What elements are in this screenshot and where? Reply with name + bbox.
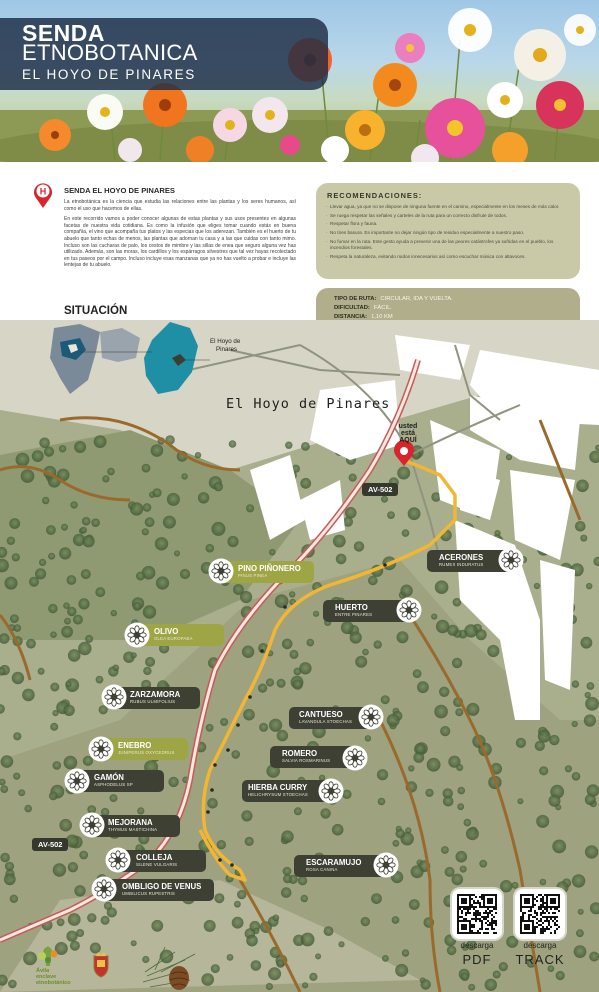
stop-ombligo-de-venus[interactable]: OMBLIGO DE VENUS UMBILICUS RUPESTRIS — [96, 879, 214, 901]
svg-text:H: H — [39, 186, 47, 197]
download-label: descarga — [460, 941, 494, 950]
svg-text:El Hoyo de: El Hoyo de — [210, 338, 240, 345]
flower-icon — [358, 704, 384, 730]
road-label: AV-502 — [32, 838, 68, 851]
stop-enebro[interactable]: ENEBRO JUNIPERUS OXYCEDRUS — [96, 738, 188, 760]
trail-marker-icon — [33, 181, 53, 209]
flower-icon — [88, 736, 114, 762]
page-title-second-line: ETNOBOTANICA — [22, 40, 198, 65]
download-pdf-label[interactable]: PDF — [462, 952, 492, 967]
stop-mejorana[interactable]: MEJORANA THYMUS MASTICHINA — [88, 815, 180, 837]
hero-banner — [0, 0, 599, 162]
description-paragraph: La etnobotánica es la ciencia que estudia las relaciones entre las plantas y los seres humanos, así como el uso que hacemos de ellas. — [64, 199, 296, 212]
stop-colleja[interactable]: COLLEJA SILENE VULGARIS — [112, 850, 206, 872]
flower-icon — [79, 812, 105, 838]
description-paragraph: En este recorrido vamos a poder conocer algunas de estas plantas y sus usos presentes en algunas facetas de nuestra vida cotidiana. Es como la infusión que eliges tomar cuando estás en buena compañía, el vino que acompaña tus platos y las especias que los aderezan. También es el huerto de tu abuelo que tanto echas de menos, las plantas que adornan tu casa y a las que cuidas con tanto mimo. Incluso son las cucharas de palo, los cestos de mimbre y las sillas de enea que seguro alguna vez has utilizado. Además, son las moras, los cardillos y los espárragos silvestres que tal vez hayas recolectado en tus paseos por el campo. Incluso incluye esas manzanas que ya no has vuelto a probar e incluye las lentejas de tu abuelo. — [64, 216, 296, 269]
recommendations-title: RECOMENDACIONES: — [327, 191, 423, 200]
qr-pattern-icon — [520, 894, 560, 934]
you-are-here-label: usted está AQUÍ — [398, 423, 418, 444]
stop-pino-pinonero[interactable]: PINO PIÑONERO PINUS PINEA — [218, 561, 314, 583]
road-label: AV-502 — [362, 483, 398, 496]
trail-map[interactable] — [0, 320, 599, 992]
recommendations-panel — [316, 183, 580, 279]
stop-cantueso[interactable]: CANTUESO LAVANDULA STOECHAS — [289, 707, 377, 729]
flower-icon — [91, 876, 117, 902]
avila-logo-text: Ávila enclave etnobotánico — [36, 968, 71, 986]
trail-heading: SENDA EL HOYO DE PINARES — [64, 186, 175, 195]
pine-cone-icon — [135, 942, 215, 992]
stop-olivo[interactable]: OLIVO OLEA EUROPAEA — [132, 624, 224, 646]
stop-gamon[interactable]: GAMÓN ASPHODELUS SP — [74, 770, 164, 792]
flower-icon — [396, 597, 422, 623]
fact-distance: DISTANCIA: 1,10 KM — [334, 314, 393, 321]
stop-escaramujo[interactable]: ESCARAMUJO ROSA CANINA — [294, 855, 384, 877]
town-name-label: El Hoyo de Pinares — [226, 396, 391, 412]
flower-icon — [105, 847, 131, 873]
flower-icon — [498, 547, 524, 573]
page-title: SENDA — [22, 20, 106, 46]
flower-icon — [101, 684, 127, 710]
list-item: · Llevar agua, ya que no se dispone de ninguna fuente en el camino, especialmente en los meses de más calor. — [327, 204, 569, 210]
stop-huerto[interactable]: HUERTO ENTRE PINARES — [323, 600, 413, 622]
stop-zarzamora[interactable]: ZARZAMORA RUBUS ULMIFOLIUS — [108, 687, 200, 709]
list-item: · Se ruega respetar las señales y carteles de la ruta para un correcto disfrute de todos. — [327, 213, 569, 219]
flower-icon — [124, 622, 150, 648]
qr-pattern-icon — [457, 894, 497, 934]
flower-icon — [318, 778, 344, 804]
qr-code-pdf[interactable] — [452, 889, 502, 939]
list-item: · Respeta la naturaleza, evitando ruidos innecesarios así como escuchar música con altavoces. — [327, 254, 569, 260]
page-subtitle: EL HOYO DE PINARES — [22, 67, 196, 82]
stop-hierba-curry[interactable]: HIERBA CURRY HELICHRYSUM STOECHAS — [242, 780, 338, 802]
list-item: · No fumar en la ruta. Este gesto ayuda a prevenir una de las peores catástrofes ya sufridas en el pueblo, los incendios forestales. — [327, 239, 569, 251]
recommendations-list — [327, 204, 569, 260]
town-crest-icon — [92, 952, 110, 978]
flower-icon — [373, 852, 399, 878]
flower-icon — [208, 558, 234, 584]
fact-route-type: TIPO DE RUTA: CIRCULAR, IDA Y VUELTA. — [334, 296, 453, 302]
list-item: · No tires basura. Es importante no dejar ningún tipo de residuo especialmente a nuestro paso. — [327, 230, 569, 236]
stop-romero[interactable]: ROMERO SALVIA ROSMARINUS — [270, 746, 358, 768]
stop-acerones[interactable]: ACERONES RUMEX INDURATUS — [427, 550, 517, 572]
trail-description — [64, 199, 296, 273]
download-label: descarga — [523, 941, 557, 950]
flower-icon — [342, 745, 368, 771]
flower-icon — [64, 768, 90, 794]
situation-heading: SITUACIÓN — [64, 305, 128, 317]
fact-difficulty: DIFICULTAD: FÁCIL. — [334, 305, 392, 312]
download-track-label[interactable]: TRACK — [515, 952, 565, 967]
svg-text:Pinares: Pinares — [216, 346, 237, 353]
list-item: · Respetar flora y fauna. — [327, 221, 569, 227]
locator-map — [40, 318, 240, 402]
qr-code-track[interactable] — [515, 889, 565, 939]
